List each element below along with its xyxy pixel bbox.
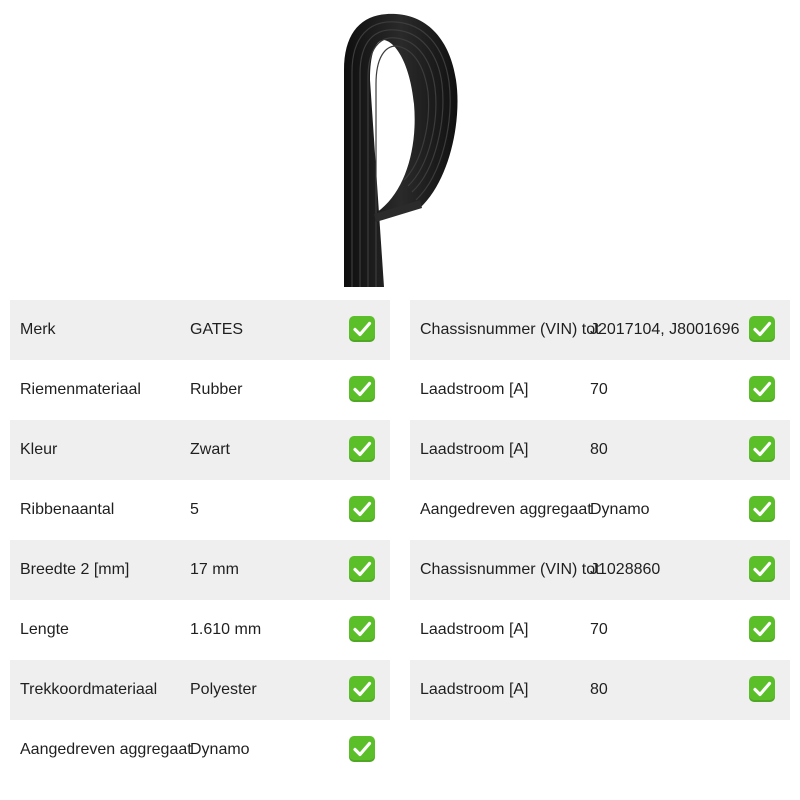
check-mark-icon: [349, 556, 375, 582]
spec-value: 80: [590, 441, 608, 458]
spec-label: Aangedreven aggregaat: [420, 501, 592, 518]
spec-row: [410, 300, 790, 360]
spec-row: [10, 720, 390, 780]
check-mark-icon: [749, 496, 775, 522]
spec-row: [10, 480, 390, 540]
spec-value: 1.610 mm: [190, 621, 262, 638]
check-mark-icon: [749, 616, 775, 642]
check-mark-icon: [349, 316, 375, 342]
spec-label: Aangedreven aggregaat: [20, 741, 192, 758]
spec-value: J2017104, J8001696: [590, 321, 740, 338]
spec-table-left: [10, 300, 390, 780]
check-mark-icon: [349, 676, 375, 702]
spec-label: Breedte 2 [mm]: [20, 561, 130, 578]
check-mark-icon: [749, 376, 775, 402]
spec-value: Rubber: [190, 381, 243, 398]
spec-row: [10, 660, 390, 720]
spec-value: 70: [590, 381, 608, 398]
check-mark-icon: [749, 316, 775, 342]
spec-row: [410, 360, 790, 420]
spec-row: [410, 420, 790, 480]
spec-row: [410, 480, 790, 540]
spec-table-right: [410, 300, 790, 720]
spec-label: Lengte: [20, 621, 69, 638]
spec-label: Chassisnummer (VIN) tot: [420, 561, 600, 578]
spec-value: 70: [590, 621, 608, 638]
spec-label: Laadstroom [A]: [420, 381, 529, 398]
spec-row: [10, 540, 390, 600]
spec-row: [10, 420, 390, 480]
spec-value: 17 mm: [190, 561, 239, 578]
spec-label: Laadstroom [A]: [420, 681, 529, 698]
product-image-v-ribbed-belt: [300, 0, 500, 290]
spec-row: [410, 600, 790, 660]
spec-value: 80: [590, 681, 608, 698]
check-mark-icon: [349, 736, 375, 762]
spec-label: Laadstroom [A]: [420, 621, 529, 638]
spec-row: [410, 660, 790, 720]
spec-label: Chassisnummer (VIN) tot: [420, 321, 600, 338]
spec-label: Merk: [20, 321, 56, 338]
spec-row: [10, 300, 390, 360]
spec-value: Dynamo: [190, 741, 250, 758]
spec-label: Trekkoordmateriaal: [20, 681, 158, 698]
spec-value: Polyester: [190, 681, 257, 698]
spec-label: Laadstroom [A]: [420, 441, 529, 458]
check-mark-icon: [349, 436, 375, 462]
spec-row: [10, 360, 390, 420]
spec-label: Kleur: [20, 441, 58, 458]
spec-value: Dynamo: [590, 501, 650, 518]
spec-label: Riemenmateriaal: [20, 381, 141, 398]
check-mark-icon: [349, 616, 375, 642]
spec-row: [10, 600, 390, 660]
spec-value: 5: [190, 501, 199, 518]
spec-value: J1028860: [590, 561, 661, 578]
check-mark-icon: [749, 676, 775, 702]
spec-value: Zwart: [190, 441, 230, 458]
check-mark-icon: [749, 436, 775, 462]
spec-row: [410, 540, 790, 600]
check-mark-icon: [349, 496, 375, 522]
spec-value: GATES: [190, 321, 244, 338]
check-mark-icon: [749, 556, 775, 582]
check-mark-icon: [349, 376, 375, 402]
spec-label: Ribbenaantal: [20, 501, 115, 518]
